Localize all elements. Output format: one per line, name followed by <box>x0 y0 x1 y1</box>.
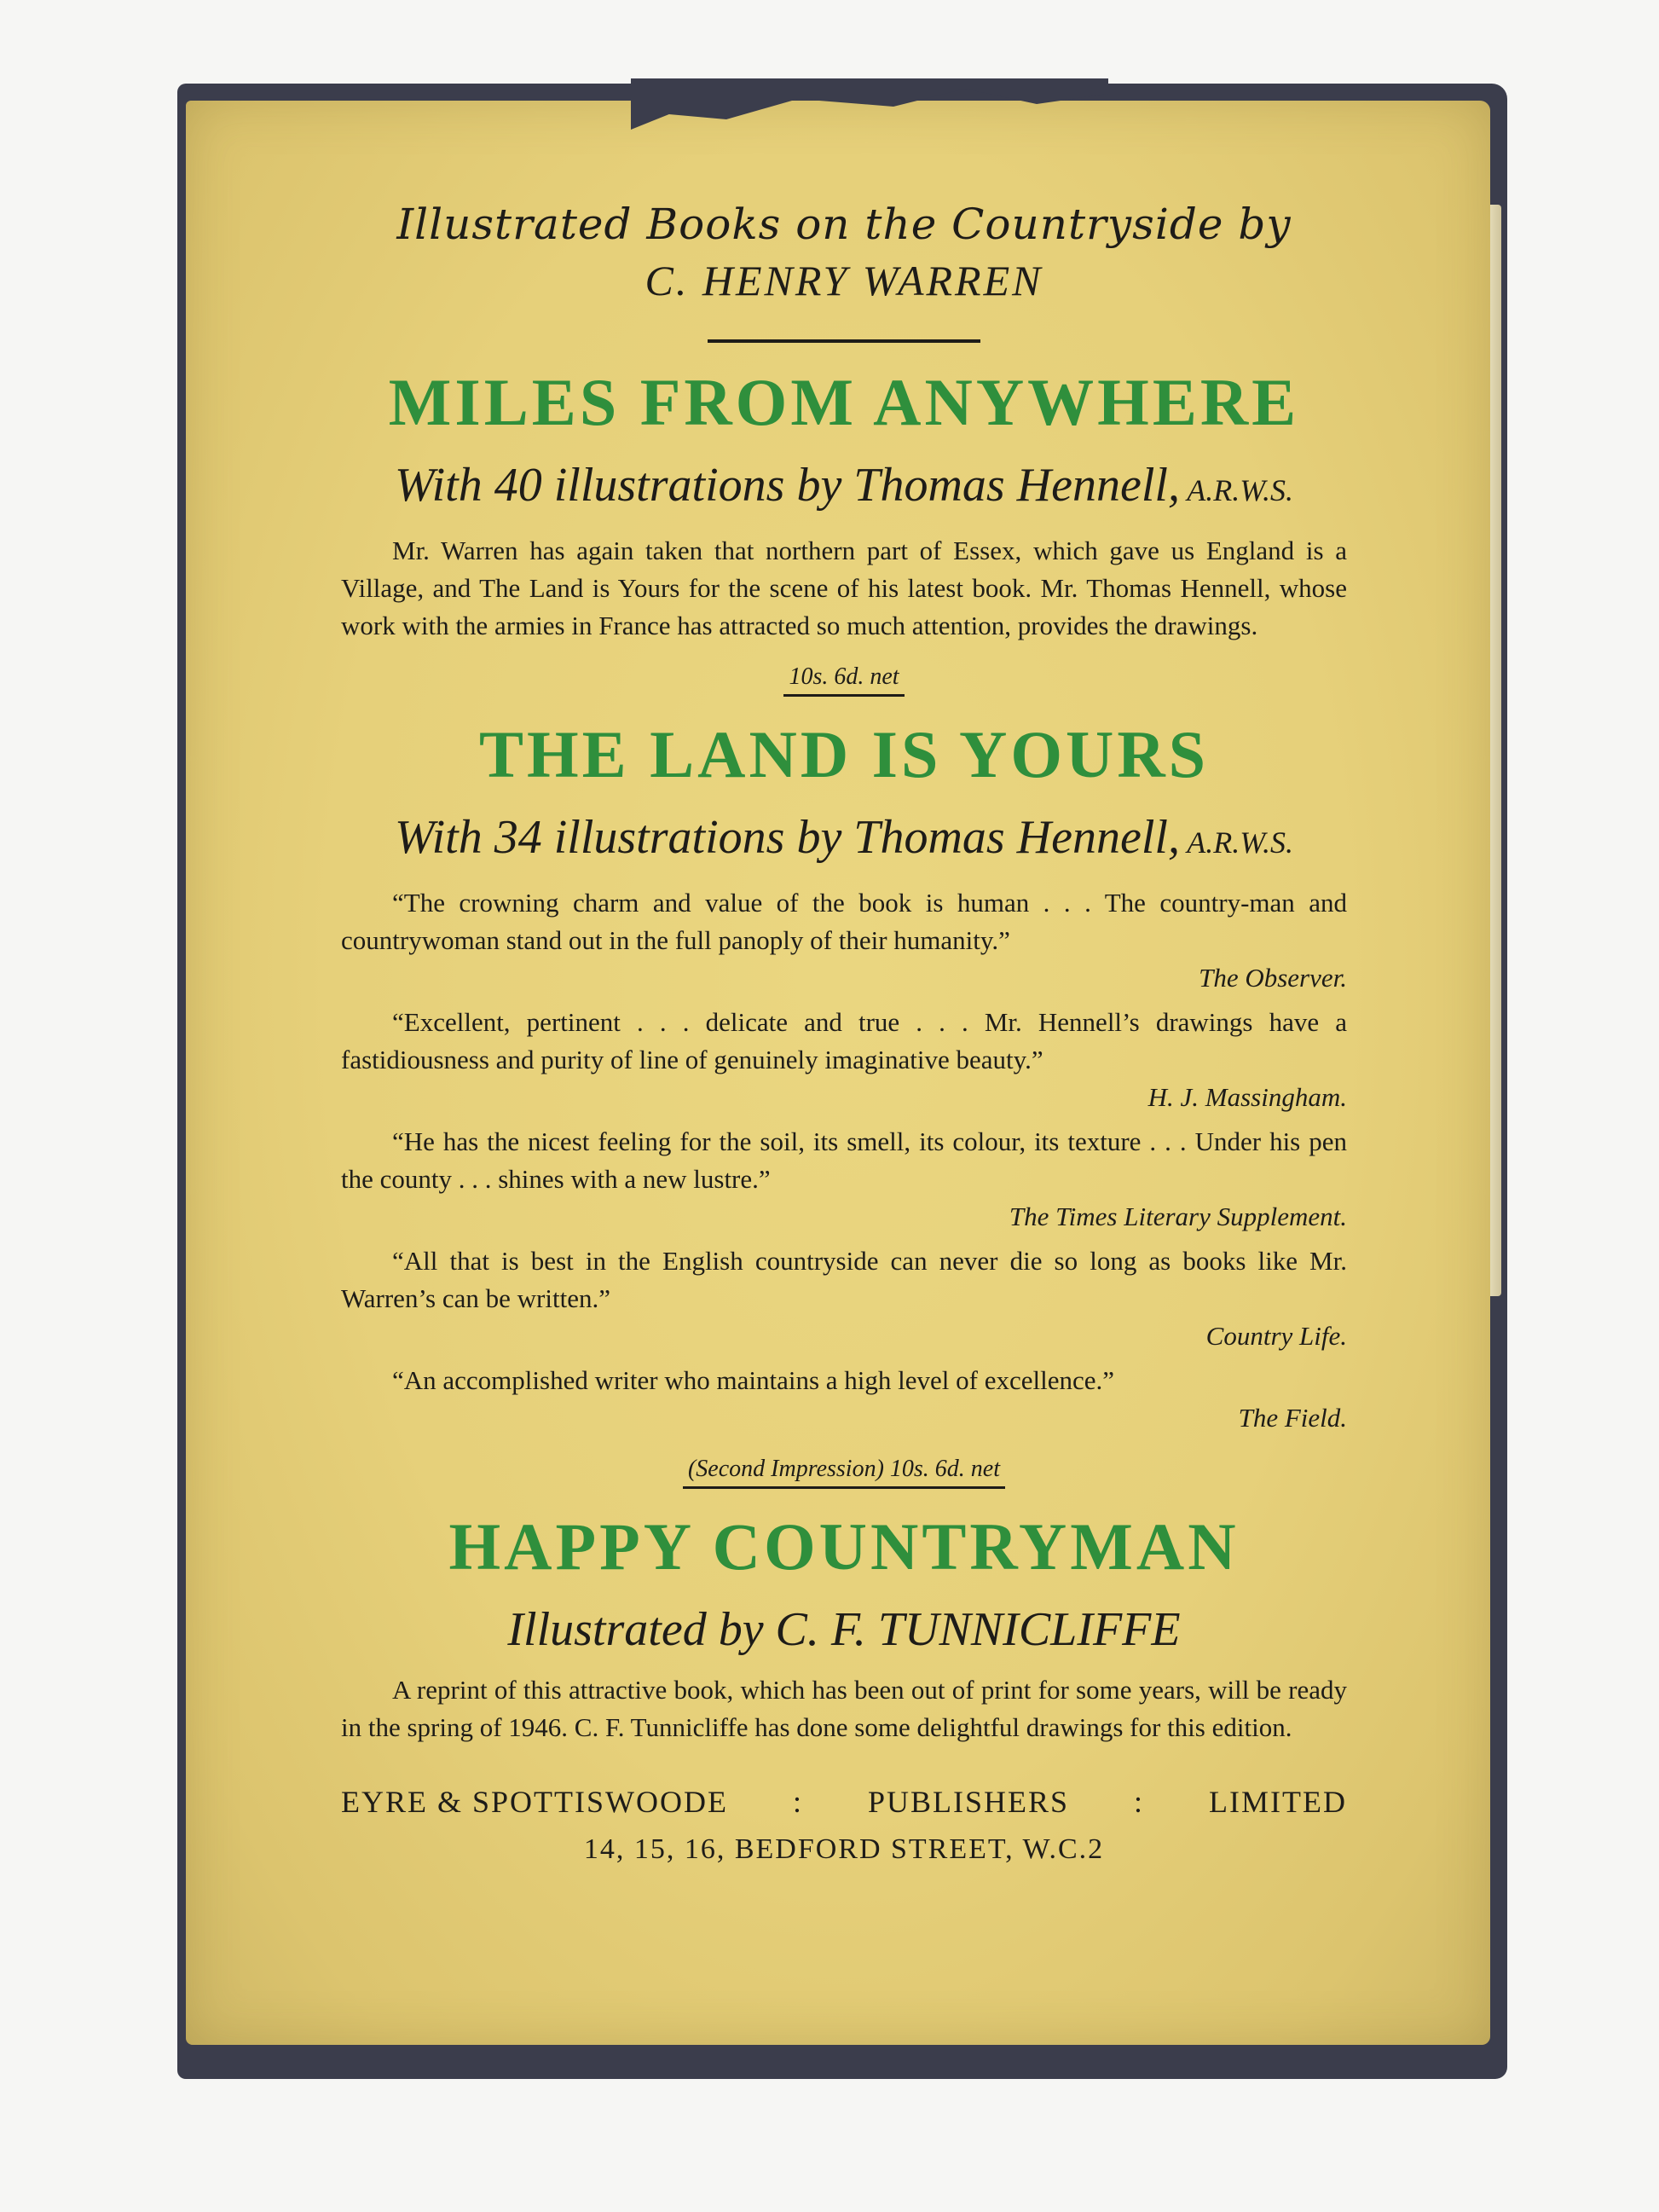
book-description: Mr. Warren has again taken that northern part of Essex, which gave us England is a Village, and The Land is Yours for the scene of his latest book. Mr. Thomas Hennell, whose work with the armies in France has attracted so much attention, provides the drawings. <box>341 536 1347 640</box>
separator: : <box>792 1785 803 1819</box>
review-quote <box>341 1362 1347 1437</box>
book-miles-from-anywhere <box>341 360 1347 697</box>
book-subtitle <box>341 455 1347 520</box>
book-title: MILES FROM ANYWHERE <box>388 365 1300 439</box>
book-subtitle <box>341 808 1347 872</box>
review-quote <box>341 1004 1347 1116</box>
quote-source: H. J. Massingham. <box>1147 1082 1347 1112</box>
publisher-line <box>341 1784 1347 1820</box>
author-name: C. HENRY WARREN <box>645 257 1043 304</box>
divider-rule <box>708 339 980 343</box>
book-description: A reprint of this attractive book, which has been out of print for some years, will be ready in the spring of 1946. C. F. Tunnicliffe has done some delightful drawings for this edition. <box>341 1675 1347 1742</box>
quote-source: The Field. <box>1238 1403 1347 1433</box>
header <box>341 196 1347 309</box>
book-price: (Second Impression) 10s. 6d. net <box>683 1456 1005 1489</box>
quote-text: “Excellent, pertinent . . . delicate and true . . . Mr. Hennell’s drawings have a fastidiousness and purity of line of genuinely imaginative beauty.” <box>341 1007 1347 1074</box>
subtitle-main: With 40 illustrations by Thomas Hennell, <box>395 459 1180 512</box>
subtitle-main: With 34 illustrations by Thomas Hennell, <box>395 811 1180 864</box>
publisher-name: EYRE & SPOTTISWOODE <box>341 1785 728 1819</box>
book-title: THE LAND IS YOURS <box>478 717 1210 791</box>
book-subtitle: Illustrated by C. F. TUNNICLIFFE <box>507 1603 1181 1656</box>
quote-source: The Times Literary Supplement. <box>1009 1202 1347 1231</box>
publisher-label: PUBLISHERS <box>867 1785 1070 1819</box>
quote-text: “An accomplished writer who maintains a high level of excellence.” <box>392 1365 1115 1395</box>
review-quote <box>341 884 1347 997</box>
publisher-limited: LIMITED <box>1209 1785 1347 1819</box>
quote-text: “The crowning charm and value of the book is human . . . The country-man and countrywoman stand out in the full panoply of their humanity.” <box>341 888 1347 955</box>
book-title: HAPPY COUNTRYMAN <box>448 1509 1240 1584</box>
subtitle-suffix: A.R.W.S. <box>1179 825 1293 860</box>
subtitle-suffix: A.R.W.S. <box>1179 473 1293 507</box>
quote-source: Country Life. <box>1205 1321 1347 1351</box>
separator: : <box>1134 1785 1145 1819</box>
book-price: 10s. 6d. net <box>783 663 904 697</box>
header-line: Illustrated Books on the Countryside by <box>396 200 1292 249</box>
quote-text: “He has the nicest feeling for the soil, its smell, its colour, its texture . . . Under his pen the county . . . shines with a new lustre.” <box>341 1126 1347 1194</box>
jacket-text <box>341 196 1347 1866</box>
book-happy-countryman <box>341 1504 1347 1746</box>
publisher-address: 14, 15, 16, BEDFORD STREET, W.C.2 <box>583 1833 1105 1865</box>
book-the-land-is-yours <box>341 712 1347 1489</box>
review-quote <box>341 1242 1347 1355</box>
review-quote <box>341 1123 1347 1236</box>
quote-text: “All that is best in the English countryside can never die so long as books like Mr. Warren’s can be written.” <box>341 1246 1347 1313</box>
quote-source: The Observer. <box>1199 963 1347 993</box>
